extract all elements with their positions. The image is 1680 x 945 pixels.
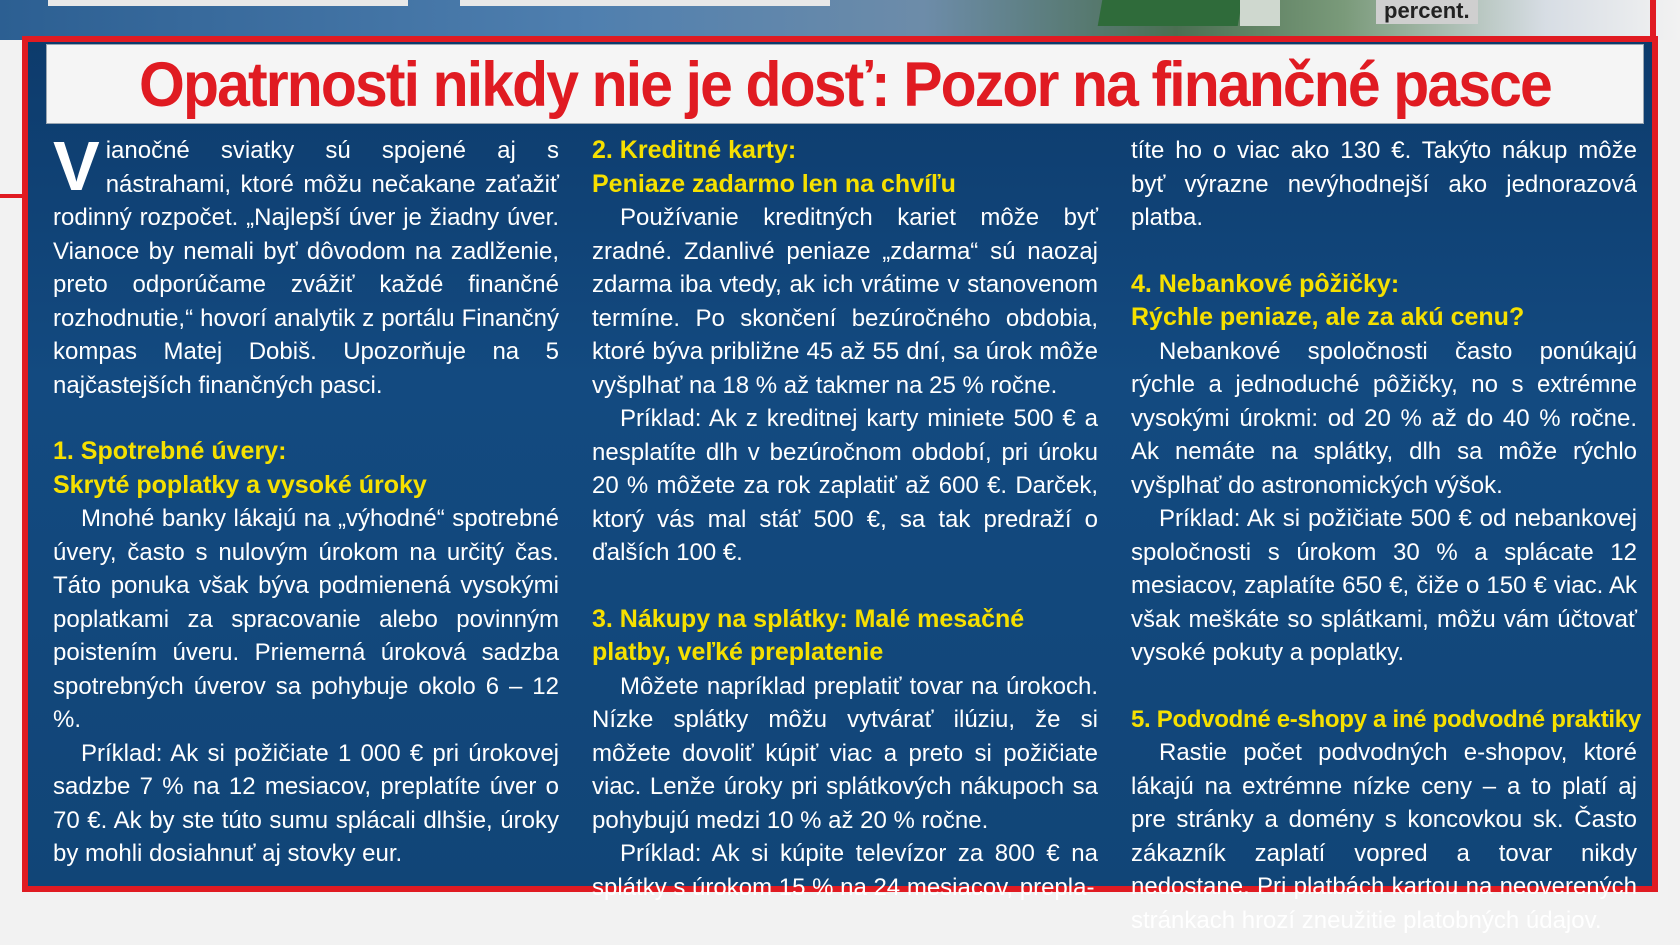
- spacer: [53, 402, 559, 435]
- drop-cap: V: [53, 127, 100, 205]
- section-2-title-line2: Peniaze zadarmo len na chvíľu: [592, 169, 956, 198]
- spacer: [1131, 670, 1637, 703]
- section-4-title-line2: Rýchle peniaze, ale za akú cenu?: [1131, 303, 1525, 331]
- section-3-example: Príklad: Ak si kúpite televízor za 800 € na splátky s úrokom 15 % na 24 mesiacov, prepla-: [592, 840, 1098, 901]
- section-1-title-line2: Skryté poplatky a vysoké úroky: [53, 470, 427, 499]
- photo-fragment: [48, 0, 408, 6]
- intro-text: ianočné sviatky sú spojené aj s nástrahami, ktoré môžu nečakane zaťažiť rodinný rozpočet. „Najlepší úver je žiadny úver. Vianoce by nemali byť dôvodom na zadlženie, preto odporúčame zvážiť každé finančné rozhodnutie,“ hovorí analytik z portálu Finančný kompas Matej Dobiš. Upozorňuje na 5 najčastejších finančných pasci.: [53, 137, 559, 399]
- article-columns: [53, 127, 1641, 934]
- section-2-title-line1: 2. Kreditné karty:: [592, 136, 797, 164]
- section-1-example: Príklad: Ak si požičiate 1 000 € pri úrokovej sadzbe 7 % na 12 mesiacov, preplatíte úver o 70 €. Ak by ste túto sumu splácali dlhšie, úroky by mohli dosiahnuť aj stovky eur.: [53, 739, 559, 867]
- section-4-title-line1: 4. Nebankové pôžičky:: [1131, 269, 1400, 298]
- intro-paragraph: [53, 127, 559, 402]
- right-red-accent: [1650, 0, 1656, 40]
- section-4-paragraph: Nebankové spoločnosti často ponúkajú rýchle a jednoduché pôžičky, no s extrémne vysokými úrokmi: od 20 % až do 40 % ročne. Ak nemáte na splátky, dlh sa môže rýchlo vyšplhať do astronomických výšok.: [1131, 337, 1637, 499]
- article-panel: [28, 42, 1652, 934]
- headline: Opatrnosti nikdy nie je dosť: Pozor na finančné pasce: [139, 50, 1551, 120]
- section-5-paragraph: Rastie počet podvodných e-shopov, ktoré lákajú na extrémne nízke ceny – a to platí aj pre stránky a domény s koncovkou sk. Často zákazník zaplatí vopred a tovar nikdy nedostane. Pri platbách kartou na neoverených stránkach hrozí zneužitie platobných údajov.: [1131, 739, 1637, 934]
- article-frame: [22, 36, 1658, 934]
- column-1: [53, 127, 559, 871]
- section-2-example: Príklad: Ak z kreditnej karty miniete 500 € a nesplatíte dlh v bezúročnom období, pri úroku 20 % môžete za rok zaplatiť až 600 €. Darček, ktorý vás mal stáť 500 €, sa tak predraží o ďalších 100 €.: [592, 405, 1098, 566]
- section-3-title-line1: 3. Nákupy na splátky: Malé mesačné: [592, 604, 1025, 633]
- photo-fragment: [1098, 0, 1243, 26]
- spacer: [592, 570, 1098, 603]
- headline-bar: [46, 44, 1644, 124]
- section-4-example: Príklad: Ak si požičiate 500 € od nebankovej spoločnosti s úrokom 30 % a splácate 12 mesiacov, zaplatíte 650 €, čiže o 150 € viac. Ak však meškáte so splátkami, môžu vám účtovať vysoké pokuty a poplatky.: [1131, 505, 1637, 666]
- section-2-paragraph: Používanie kreditných kariet môže byť zradné. Zdanlivé peniaze „zdarma“ sú naozaj zdarma iba vtedy, ak ich vrátime v stanovenom termíne. Po skončení bezúročného obdobia, ktoré býva približne 45 až 55 dní, sa úrok môže vyšplhať na 18 % až takmer na 25 % ročne.: [592, 204, 1098, 399]
- section-1-paragraph: Mnohé banky lákajú na „výhodné“ spotrebné úvery, často s nulovým úrokom na určitý čas. Táto ponuka však býva podmienená vysokými poplatkami za spracovanie alebo povinným poistením úveru. Priemerná úroková sadzba spotrebných úverov sa pohybuje okolo 6 – 12 %.: [53, 505, 559, 733]
- column-2: [592, 134, 1098, 904]
- section-1-title-line1: 1. Spotrebné úvery:: [53, 437, 287, 465]
- photo-fragment: [460, 0, 830, 6]
- section-3-continuation: títe ho o viac ako 130 €. Takýto nákup môže byť výrazne nevýhodnejší ako jednorazová platba.: [1131, 137, 1637, 231]
- photo-fragment: [1240, 0, 1280, 26]
- spacer: [1131, 235, 1637, 268]
- section-5-title: 5. Podvodné e-shopy a iné podvodné praktiky: [1131, 705, 1641, 733]
- photo-caption-snippet: percent.: [1376, 0, 1478, 24]
- section-3-title-line2: platby, veľké preplatenie: [592, 638, 884, 666]
- section-3-paragraph: Môžete napríklad preplatiť tovar na úrokoch. Nízke splátky môžu vytvárať ilúziu, že si môžete dovoliť kúpiť viac a preto si požičiate viac. Lenže úroky pri splátkových nákupoch sa pohybujú medzi 10 % až 20 % ročne.: [592, 672, 1098, 834]
- column-3: [1131, 134, 1641, 937]
